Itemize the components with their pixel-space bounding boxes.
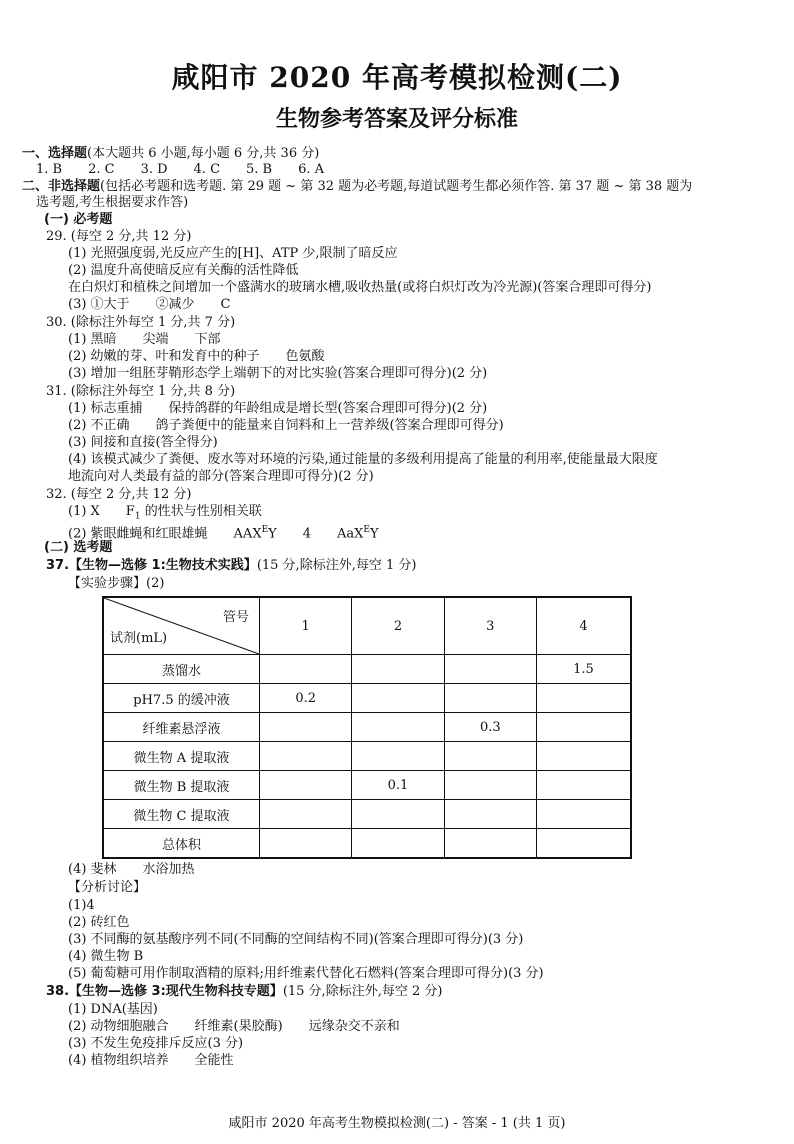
table-cell bbox=[536, 684, 631, 713]
table-row-label: 微生物 B 提取液 bbox=[103, 771, 260, 800]
table-cell bbox=[260, 771, 352, 800]
q37-analysis-4: (4) 微生物 B bbox=[68, 949, 144, 964]
q32-head: 32. (每空 2 分,共 12 分) bbox=[46, 487, 192, 502]
page-title: 咸阳市 2020 年高考模拟检测(二) bbox=[171, 61, 623, 94]
q29-head: 29. (每空 2 分,共 12 分) bbox=[46, 229, 192, 244]
q38-line-2: (2) 动物细胞融合 纤维素(果胶酶) 远缘杂交不亲和 bbox=[68, 1019, 400, 1034]
table-row-label: 纤维素悬浮液 bbox=[103, 713, 260, 742]
section-2-heading: 二、非选择题 bbox=[22, 179, 101, 194]
table-cell bbox=[536, 771, 631, 800]
table-cell bbox=[536, 713, 631, 742]
q37-analysis-label: 【分析讨论】 bbox=[68, 880, 147, 895]
q37-head-title: 37.【生物—选修 1:生物技术实践】 bbox=[46, 558, 257, 573]
q31-line-3: (3) 间接和直接(答全得分) bbox=[68, 435, 218, 450]
table-cell: 0.2 bbox=[260, 684, 352, 713]
section-1-heading: 一、选择题 bbox=[22, 146, 88, 161]
table-cell bbox=[536, 742, 631, 771]
section-2-line bbox=[22, 179, 692, 195]
table-cell bbox=[444, 742, 536, 771]
q31-line-2: (2) 不正确 鸽子粪便中的能量来自饲料和上一营养级(答案合理即可得分) bbox=[68, 418, 504, 433]
table-col-header: 1 bbox=[260, 597, 352, 655]
section-1-answers: 1. B 2. C 3. D 4. C 5. B 6. A bbox=[36, 162, 325, 177]
table-row-label: pH7.5 的缓冲液 bbox=[103, 684, 260, 713]
table-cell: 0.3 bbox=[444, 713, 536, 742]
section-1-desc: (本大题共 6 小题,每小题 6 分,共 36 分) bbox=[87, 146, 320, 161]
page-subtitle: 生物参考答案及评分标准 bbox=[275, 107, 518, 132]
q31-line-5: 地流向对人类最有益的部分(答案合理即可得分)(2 分) bbox=[68, 469, 374, 484]
table-row bbox=[103, 713, 631, 742]
table-row bbox=[103, 829, 631, 859]
q32-line-1-text: (1) X F bbox=[68, 504, 135, 519]
table-row-label: 微生物 A 提取液 bbox=[103, 742, 260, 771]
q37-head bbox=[46, 558, 416, 574]
q29-line-4: (3) ①大于 ②减少 C bbox=[68, 297, 231, 312]
q37-step-label: 【实验步骤】(2) bbox=[68, 576, 165, 591]
q30-line-1: (1) 黑暗 尖端 下部 bbox=[68, 332, 221, 347]
table-cell bbox=[444, 655, 536, 684]
section-2-desc: (包括必考题和选考题. 第 29 题 ~ 第 32 题为必考题,每道试题考生都必须作答. 第 37 题 ~ 第 38 题为 bbox=[100, 179, 693, 194]
q30-line-2: (2) 幼嫩的芽、叶和发育中的种子 色氨酸 bbox=[68, 349, 325, 364]
table-cell bbox=[444, 684, 536, 713]
corner-bottom-label: 试剂(mL) bbox=[110, 631, 168, 646]
table-cell: 1.5 bbox=[536, 655, 631, 684]
table-cell bbox=[352, 684, 444, 713]
table-row bbox=[103, 655, 631, 684]
q31-line-1: (1) 标志重捕 保持鸽群的年龄组成是增长型(答案合理即可得分)(2 分) bbox=[68, 401, 488, 416]
table-cell bbox=[260, 655, 352, 684]
q37-head-desc: (15 分,除标注外,每空 1 分) bbox=[256, 558, 417, 573]
q38-head-desc: (15 分,除标注外,每空 2 分) bbox=[282, 984, 443, 999]
q32-line-2-sup-2: E bbox=[363, 525, 370, 535]
table-row bbox=[103, 800, 631, 829]
table-cell bbox=[444, 829, 536, 859]
table-cell bbox=[352, 800, 444, 829]
section-2-desc-cont: 选考题,考生根据要求作答) bbox=[36, 195, 189, 210]
elective-heading: (二) 选考题 bbox=[44, 540, 113, 555]
q31-line-4: (4) 该模式减少了粪便、废水等对环境的污染,通过能量的多级利用提高了能量的利用率,使能量最大限度 bbox=[68, 452, 658, 467]
q29-line-1: (1) 光照强度弱,光反应产生的[H]、ATP 少,限制了暗反应 bbox=[68, 246, 398, 261]
q32-line-1-text-2: 的性状与性别相关联 bbox=[140, 504, 262, 519]
q37-analysis-1: (1)4 bbox=[68, 898, 95, 913]
q30-head: 30. (除标注外每空 1 分,共 7 分) bbox=[46, 315, 236, 330]
table-row bbox=[103, 771, 631, 800]
table-cell bbox=[352, 655, 444, 684]
table-cell bbox=[444, 771, 536, 800]
table-row-label: 微生物 C 提取液 bbox=[103, 800, 260, 829]
table-cell bbox=[260, 713, 352, 742]
q38-line-1: (1) DNA(基因) bbox=[68, 1002, 158, 1017]
q31-head: 31. (除标注外每空 1 分,共 8 分) bbox=[46, 384, 236, 399]
q38-line-3: (3) 不发生免疫排斥反应(3 分) bbox=[68, 1036, 244, 1051]
q32-line-1-sub: 1 bbox=[134, 511, 141, 522]
q29-line-2: (2) 温度升高使暗反应有关酶的活性降低 bbox=[68, 263, 299, 278]
table-cell bbox=[260, 742, 352, 771]
table-col-header: 4 bbox=[536, 597, 631, 655]
section-1-line bbox=[22, 146, 319, 162]
required-heading: (一) 必考题 bbox=[44, 212, 113, 227]
table-row-label: 蒸馏水 bbox=[103, 655, 260, 684]
q30-line-3: (3) 增加一组胚芽鞘形态学上端朝下的对比实验(答案合理即可得分)(2 分) bbox=[68, 366, 488, 381]
corner-top-label: 管号 bbox=[222, 610, 249, 625]
q37-analysis-5: (5) 葡萄糖可用作制取酒精的原料;用纤维素代替化石燃料(答案合理即可得分)(3 分) bbox=[68, 966, 544, 981]
table-row bbox=[103, 684, 631, 713]
q32-line-2-sup-1: E bbox=[261, 525, 269, 535]
q38-line-4: (4) 植物组织培养 全能性 bbox=[68, 1053, 234, 1068]
table-cell bbox=[352, 713, 444, 742]
table-corner-cell bbox=[103, 597, 260, 655]
table-cell bbox=[352, 742, 444, 771]
q32-line-2-text: (2) 紫眼雌蝇和红眼雄蝇 AAX bbox=[68, 526, 262, 542]
table-cell bbox=[260, 829, 352, 859]
table-col-header: 3 bbox=[444, 597, 536, 655]
q37-analysis-2: (2) 砖红色 bbox=[68, 915, 130, 930]
q29-line-3: 在白炽灯和植株之间增加一个盛满水的玻璃水槽,吸收热量(或将白炽灯改为冷光源)(答案合理即可得分) bbox=[68, 280, 652, 295]
q32-line-2 bbox=[68, 522, 379, 542]
table-row bbox=[103, 742, 631, 771]
q37-line-4: (4) 斐林 水浴加热 bbox=[68, 862, 195, 877]
table-row-label: 总体积 bbox=[103, 829, 260, 859]
table-cell bbox=[536, 829, 631, 859]
q37-analysis-3: (3) 不同酶的氨基酸序列不同(不同酶的空间结构不同)(答案合理即可得分)(3 分) bbox=[68, 932, 524, 947]
table-header-row bbox=[103, 597, 631, 655]
q32-line-2-text-2: Y 4 AaX bbox=[268, 526, 364, 542]
table-cell: 0.1 bbox=[352, 771, 444, 800]
page-footer: 咸阳市 2020 年高考生物模拟检测(二) - 答案 - 1 (共 1 页) bbox=[228, 1116, 566, 1131]
table-cell bbox=[536, 800, 631, 829]
table-cell bbox=[444, 800, 536, 829]
q38-head bbox=[46, 984, 442, 1000]
reagent-table bbox=[102, 596, 632, 859]
q32-line-2-text-3: Y bbox=[370, 526, 379, 542]
table-cell bbox=[260, 800, 352, 829]
table-cell bbox=[352, 829, 444, 859]
table-col-header: 2 bbox=[352, 597, 444, 655]
q38-head-title: 38.【生物—选修 3:现代生物科技专题】 bbox=[46, 984, 283, 999]
